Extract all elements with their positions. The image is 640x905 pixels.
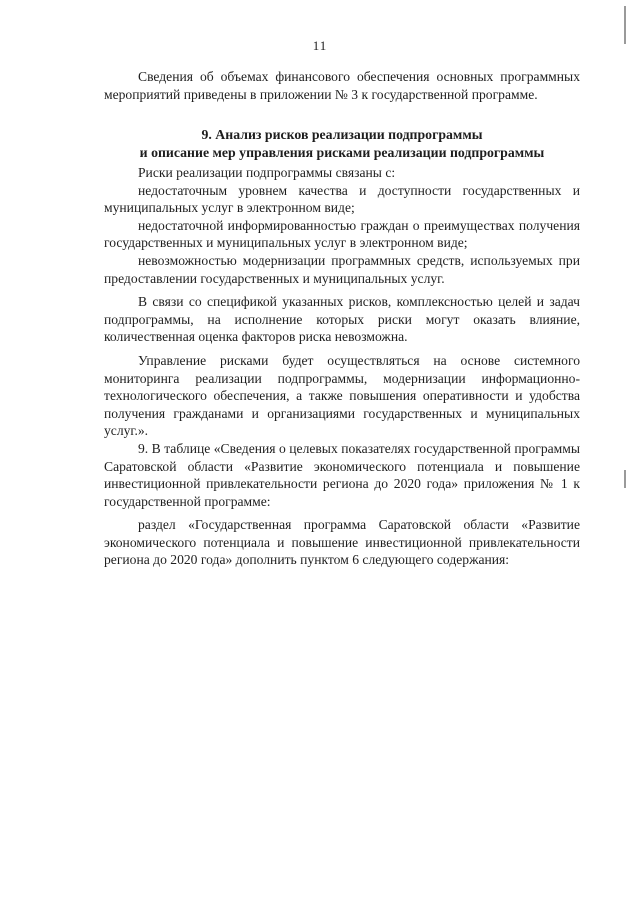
risk-item-quality: недостаточным уровнем качества и доступности государственных и муниципальных услуг в электронном виде; xyxy=(104,182,580,216)
section-body xyxy=(104,164,580,569)
risk-intro-paragraph: Риски реализации подпрограммы связаны с: xyxy=(138,165,396,180)
section-heading-line-2: и описание мер управления рисками реализации подпрограммы xyxy=(139,145,545,160)
amendment-item-9-paragraph: 9. В таблице «Сведения о целевых показателях государственной программы Саратовской области «Развитие экономического потенциала и повышение инвестиционной привлекательности региона до 2020 года» приложения № 1 к государственной программе: xyxy=(104,440,580,509)
section-heading xyxy=(104,126,580,162)
risk-management-paragraph: Управление рисками будет осуществляться на основе системного мониторинга реализации подпрограммы, модернизации информационно-технологического обеспечения, а также повышения оперативности и удобства получения гражданами и организациями государственных и муниципальных услуг.». xyxy=(104,352,580,439)
page-number: 11 xyxy=(312,38,328,53)
section-heading-line-1: 9. Анализ рисков реализации подпрограммы xyxy=(201,127,483,142)
risk-item-awareness: недостаточной информированностью граждан о преимуществах получения государственных и муниципальных услуг в электронном виде; xyxy=(104,217,580,251)
risk-assessment-paragraph: В связи со спецификой указанных рисков, комплексностью целей и задач подпрограммы, на исполнение которых риски могут оказать влияние, количественная оценка факторов риска невозможна. xyxy=(104,294,580,345)
intro-paragraph: Сведения об объемах финансового обеспечения основных программных мероприятий приведены в приложении № 3 к государственной программе. xyxy=(104,69,580,102)
risk-item-modernization: невозможностью модернизации программных средств, используемых при предоставлении государственных и муниципальных услуг. xyxy=(104,252,580,286)
intro-paragraph-block xyxy=(104,68,580,103)
amendment-section-paragraph: раздел «Государственная программа Саратовской области «Развитие экономического потенциала и повышение инвестиционной привлекательности региона до 2020 года» дополнить пунктом 6 следующего содержания: xyxy=(104,517,580,568)
scan-margin-mark xyxy=(624,6,626,44)
scan-margin-mark xyxy=(624,470,626,488)
